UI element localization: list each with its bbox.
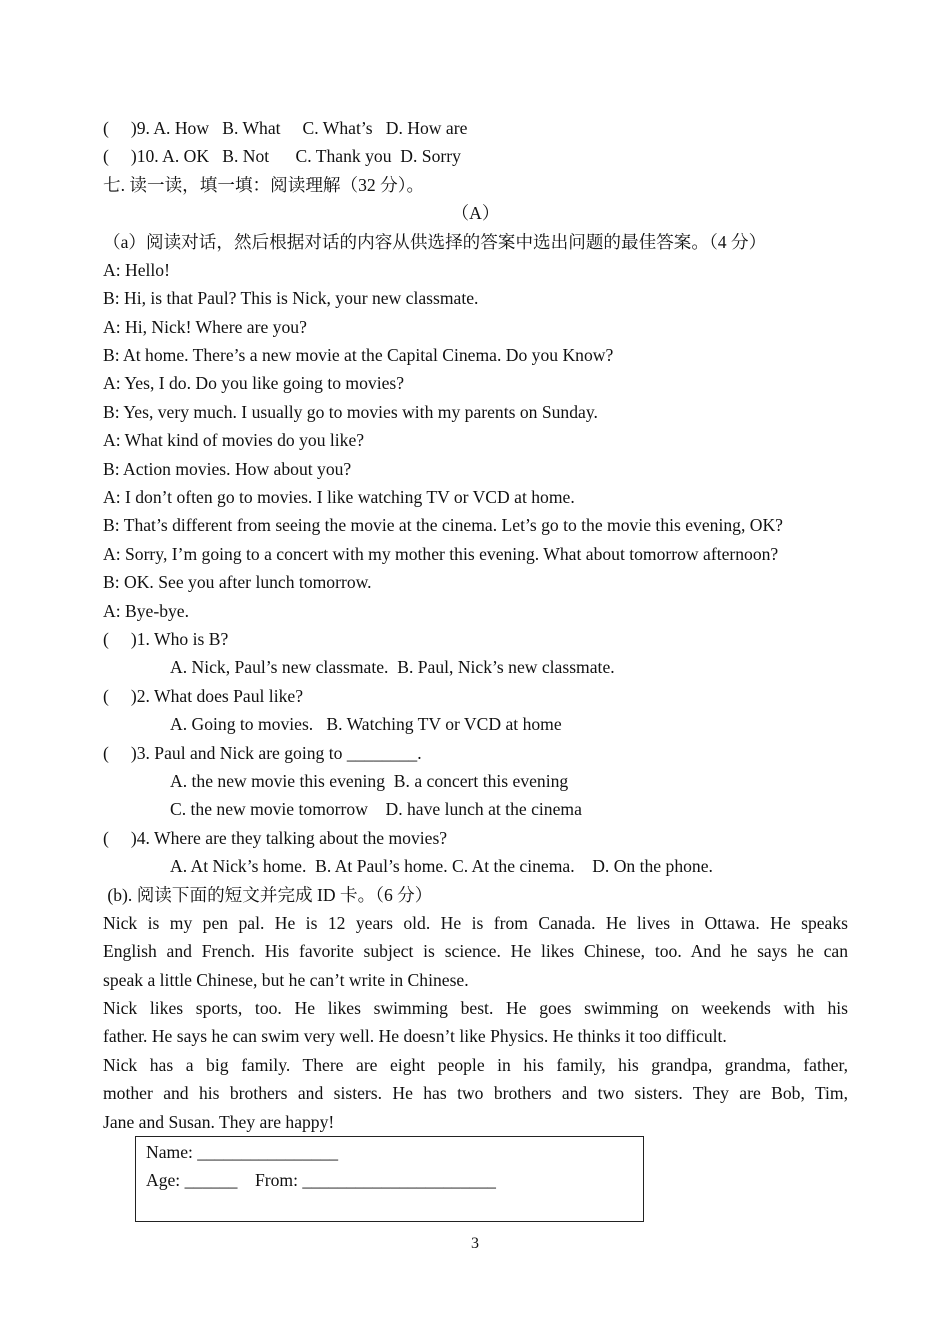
dialogue-line: B: That’s different from seeing the movie at the cinema. Let’s go to the movie this evening, OK? (103, 515, 783, 535)
option-line-10: ( )10. A. OK B. Not C. Thank you D. Sorry (103, 146, 461, 166)
dialogue-line: A: I don’t often go to movies. I like watching TV or VCD at home. (103, 487, 575, 507)
dialogue-line: A: What kind of movies do you like? (103, 430, 365, 450)
part-a-label: （A） (451, 203, 500, 223)
dialogue-line: A: Hi, Nick! Where are you? (103, 317, 307, 337)
dialogue-line: B: OK. See you after lunch tomorrow. (103, 572, 372, 592)
section-title: 七. 读一读，填一填：阅读理解（32 分）。 (103, 175, 425, 195)
question-2-options: A. Going to movies. B. Watching TV or VCD at home (170, 714, 562, 734)
dialogue-line: A: Yes, I do. Do you like going to movies? (103, 373, 405, 393)
dialogue-line: A: Sorry, I’m going to a concert with my mother this evening. What about tomorrow afternoon? (103, 544, 779, 564)
dialogue-line: B: Action movies. How about you? (103, 459, 352, 479)
dialogue-line: B: Yes, very much. I usually go to movies with my parents on Sunday. (103, 402, 598, 422)
question-3: ( )3. Paul and Nick are going to ________. (103, 743, 422, 763)
dialogue-line: A: Bye-bye. (103, 601, 189, 621)
id-card-name-field[interactable]: Name: ________________ (146, 1142, 339, 1162)
dialogue-line: B: At home. There’s a new movie at the Capital Cinema. Do you Know? (103, 345, 614, 365)
part-a-instruction: （a）阅读对话，然后根据对话的内容从供选择的答案中选出问题的最佳答案。（4 分） (103, 232, 767, 252)
option-line-9: ( )9. A. How B. What C. What’s D. How are (103, 118, 468, 138)
passage-line: English and French. His favorite subject is science. He likes Chinese, too. And he says he can (103, 941, 848, 961)
question-4: ( )4. Where are they talking about the movies? (103, 828, 448, 848)
question-3-options: A. the new movie this evening B. a concert this evening (170, 771, 569, 791)
question-4-options: A. At Nick’s home. B. At Paul’s home. C. At the cinema. D. On the phone. (170, 856, 713, 876)
passage-line: Nick is my pen pal. He is 12 years old. He is from Canada. He lives in Ottawa. He speaks (103, 913, 848, 933)
passage-line: mother and his brothers and sisters. He has two brothers and two sisters. They are Bob, Tim, (103, 1083, 848, 1103)
dialogue-line: B: Hi, is that Paul? This is Nick, your new classmate. (103, 288, 479, 308)
passage-line: Jane and Susan. They are happy! (103, 1112, 335, 1132)
question-1: ( )1. Who is B? (103, 629, 229, 649)
question-3-options: C. the new movie tomorrow D. have lunch at the cinema (170, 799, 582, 819)
part-b-instruction: (b). 阅读下面的短文并完成 ID 卡。（6 分） (103, 885, 433, 905)
id-card-age-from-field[interactable]: Age: ______ From: ______________________ (146, 1170, 496, 1190)
dialogue-line: A: Hello! (103, 260, 170, 280)
passage-line: father. He says he can swim very well. He doesn’t like Physics. He thinks it too difficult. (103, 1026, 727, 1046)
id-card (135, 1136, 644, 1222)
passage-line: speak a little Chinese, but he can’t write in Chinese. (103, 970, 469, 990)
passage-line: Nick likes sports, too. He likes swimming best. He goes swimming on weekends with his (103, 998, 848, 1018)
passage-line: Nick has a big family. There are eight people in his family, his grandpa, grandma, father, (103, 1055, 848, 1075)
page-number: 3 (471, 1235, 479, 1252)
question-1-options: A. Nick, Paul’s new classmate. B. Paul, Nick’s new classmate. (170, 657, 615, 677)
question-2: ( )2. What does Paul like? (103, 686, 303, 706)
